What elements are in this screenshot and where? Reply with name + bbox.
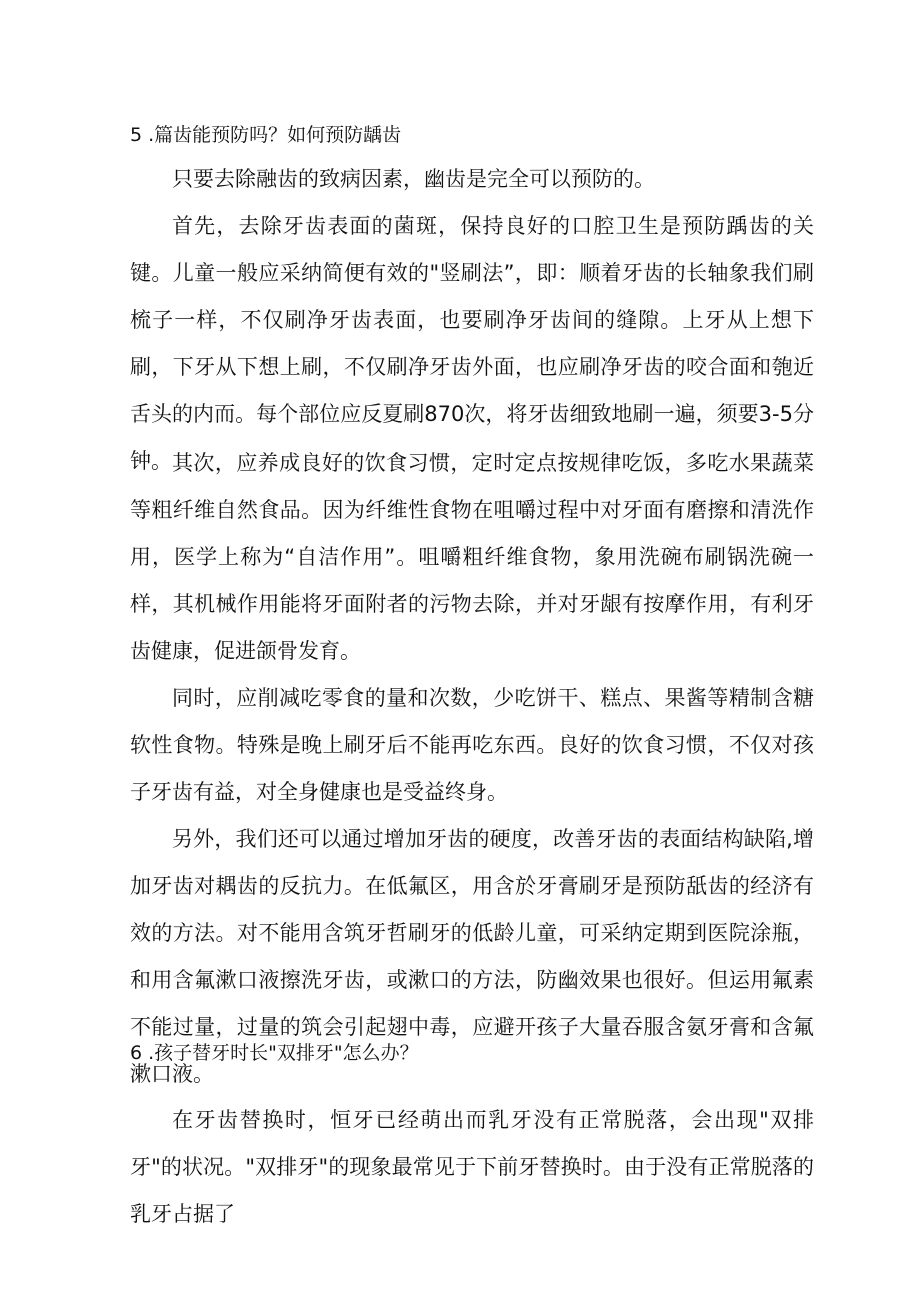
- paragraph: 其次，应养成良好的饮食习惯，定时定点按规律吃饭，多吃水果蔬菜等粗纤维自然食品。因为纤维性食物在咀嚼过程中对牙面有磨擦和清洗作用，医学上称为“自洁作用”。咀嚼粗纤维食物，象用洗碗布刷锅洗碗一样，其机械作用能将牙面附者的污物去除，并对牙龈有按摩作用，有利牙齿健康，促进颌骨发育。: [130, 451, 814, 663]
- paragraph: 另外，我们还可以通过增加牙齿的硬度，改善牙齿的表面结构缺陷,增加牙齿对耦齿的反抗力。在低氟区，用含於牙膏刷牙是预防舐齿的经济有效的方法。对不能用含筑牙哲刷牙的低龄儿童，可采纳定期到医院涂瓶，和用含氟漱口液擦洗牙齿，或漱口的方法，防幽效果也很好。但运用氟素不能过量，过量的筑会引起翅中毒，应避开孩子大量吞服含氨牙膏和含氟漱口液。: [130, 827, 814, 1086]
- section-heading: 5 .篇齿能预防吗？如何预防龋齿: [130, 124, 402, 146]
- paragraph: 首先，去除牙齿表面的菌斑，保持良好的口腔卫生是预防踽齿的关键。儿童一般应采纳简便有效的"竖刷法”，即：顺着牙齿的长轴象我们刷梳子一样，不仅刷净牙齿表面，也要刷净牙齿间的缝隙。上牙从上想下刷，下牙从下想上刷，不仅刷净牙齿外面，也应刷净牙齿的咬合面和匏近舌头的内而。每个部位应反夏刷870次，将牙齿细致地刷一遍，须要3-5分钟。: [130, 214, 814, 473]
- paragraph: 同时，应削减吃零食的量和次数，少吃饼干、糕点、果酱等精制含糖软性食物。特殊是晚上刷牙后不能再吃东西。良好的饮食习惯，不仅对孩子牙齿有益，对全身健康也是受益终身。: [130, 686, 814, 804]
- paragraph: 只要去除融齿的致病因素，幽齿是完全可以预防的。: [172, 167, 655, 191]
- paragraph: 在牙齿替换时，恒牙已经萌出而乳牙没有正常脱落，会出现"双排牙"的状况。"双排牙"的现象最常见于下前牙替换时。由于没有正常脱落的乳牙占据了: [130, 1108, 814, 1226]
- section-heading: 6 .孩子替牙时长"双排牙"怎么办？: [130, 1042, 419, 1064]
